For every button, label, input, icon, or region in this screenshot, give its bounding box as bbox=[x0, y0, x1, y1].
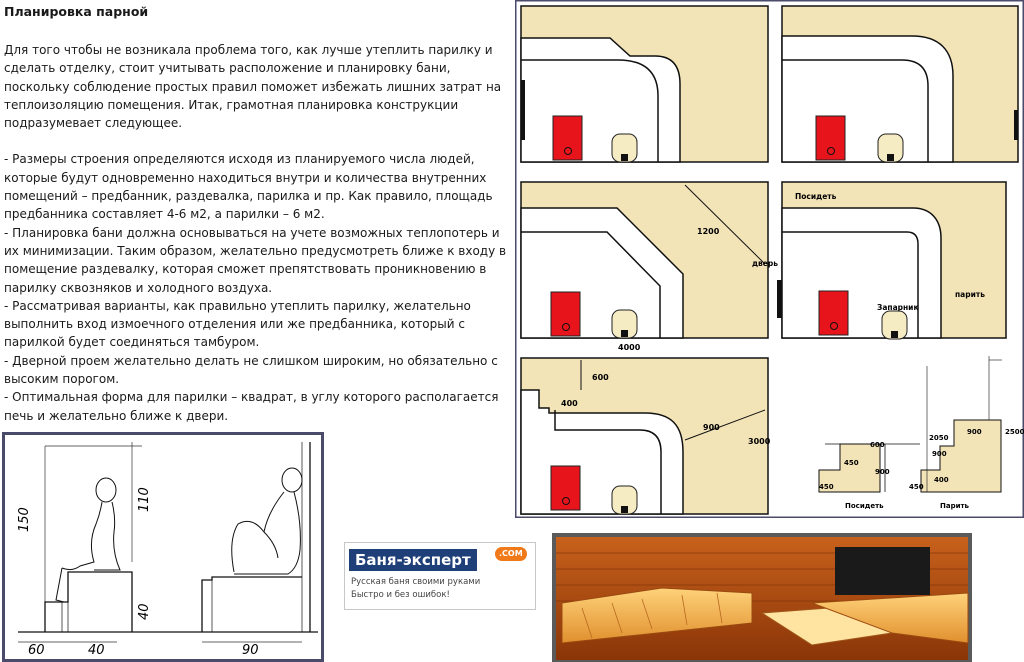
dimension-label: 900 bbox=[967, 428, 982, 436]
dimension-label: 900 bbox=[932, 450, 947, 458]
zone-label-steamer: Запарник bbox=[877, 303, 919, 312]
dimension-label: 2500 bbox=[1005, 428, 1024, 436]
logo-tld: .COM bbox=[495, 547, 527, 561]
logo-tagline: Быстро и без ошибок! bbox=[351, 590, 450, 600]
plan-4 bbox=[752, 182, 1006, 339]
article-paragraph: Для того чтобы не возникала проблема того, как лучше утеплить парилку и сделать отделку, стоит учитывать расположение и планировку бани, поскольку соблюдение простых правил поможет избежать лишних затрат на теплоизоляцию помещения. Итак, грамотная планировка конструкции подразумевает следующее. bbox=[4, 43, 502, 131]
article-title: Планировка парной bbox=[4, 4, 149, 19]
plan-5 bbox=[521, 358, 771, 514]
article-paragraph: - Планировка бани должна основываться на учете возможных теплопотерь и их минимизации. Таким образом, желательно предусмотреть ближе к входу в помещение раздевалку, которая сможет препятствовать проникновению в парилку сквозняков и холодного воздуха. bbox=[4, 225, 507, 295]
plan-3 bbox=[521, 182, 768, 352]
article-paragraph: - Оптимальная форма для парилки – квадрат, в углу которого располагается печь и желательно ближе к двери. bbox=[4, 390, 499, 423]
logo-name: Баня-эксперт bbox=[349, 549, 477, 571]
dimension-label: 900 bbox=[875, 468, 890, 476]
dimension-label: 4000 bbox=[618, 343, 641, 352]
dimension-label: 2050 bbox=[929, 434, 949, 442]
dimension-label: 450 bbox=[844, 459, 859, 467]
width-label: 90 bbox=[242, 643, 259, 658]
article bbox=[4, 0, 512, 425]
article-paragraph: - Рассматривая варианты, как правильно утеплить парилку, желательно выполнить вход измоечного отделения или же предбанника, который с парилкой будет соединяться тамбуром. bbox=[4, 298, 471, 350]
dimension-label: 900 bbox=[703, 423, 720, 432]
logo-tagline: Русская баня своими руками bbox=[351, 577, 481, 587]
bench-height-sketch bbox=[2, 432, 324, 662]
article-paragraph: - Дверной проем желательно делать не слишком широким, но обязательно с высоким порогом. bbox=[4, 353, 498, 387]
dimension-label: 1200 bbox=[697, 227, 720, 236]
dimension-label: 400 bbox=[561, 399, 578, 408]
section-label-steam: Парить bbox=[940, 502, 969, 510]
steam-room-plans bbox=[515, 0, 1024, 518]
dimension-label: 3000 bbox=[748, 437, 771, 446]
dimension-label: 450 bbox=[819, 483, 834, 491]
plan-1 bbox=[521, 6, 768, 162]
dimension-label: 400 bbox=[934, 476, 949, 484]
dimension-label: 600 bbox=[870, 441, 885, 449]
width-label: 60 bbox=[28, 643, 45, 658]
height-label: 110 bbox=[137, 487, 152, 512]
width-label: 40 bbox=[88, 643, 105, 658]
dimension-label: 450 bbox=[909, 483, 924, 491]
zone-label-sit: Посидеть bbox=[795, 192, 837, 201]
sauna-photo bbox=[552, 533, 972, 662]
article-paragraph: - Размеры строения определяются исходя из планируемого числа людей, которые будут одновременно находиться внутри и количества внутренних помещений – предбанник, раздевалка, парилка и пр. Как правило, площадь предбанника составляет 4-6 м2, а парилки – 6 м2. bbox=[4, 152, 493, 222]
plan-2 bbox=[782, 6, 1018, 162]
height-label: 150 bbox=[17, 507, 32, 532]
zone-label-steam: парить bbox=[955, 290, 985, 299]
section-label-sit: Посидеть bbox=[845, 502, 884, 510]
height-label: 40 bbox=[137, 603, 152, 620]
site-logo[interactable] bbox=[344, 542, 536, 610]
door-label: дверь bbox=[752, 259, 779, 268]
dimension-label: 600 bbox=[592, 373, 609, 382]
